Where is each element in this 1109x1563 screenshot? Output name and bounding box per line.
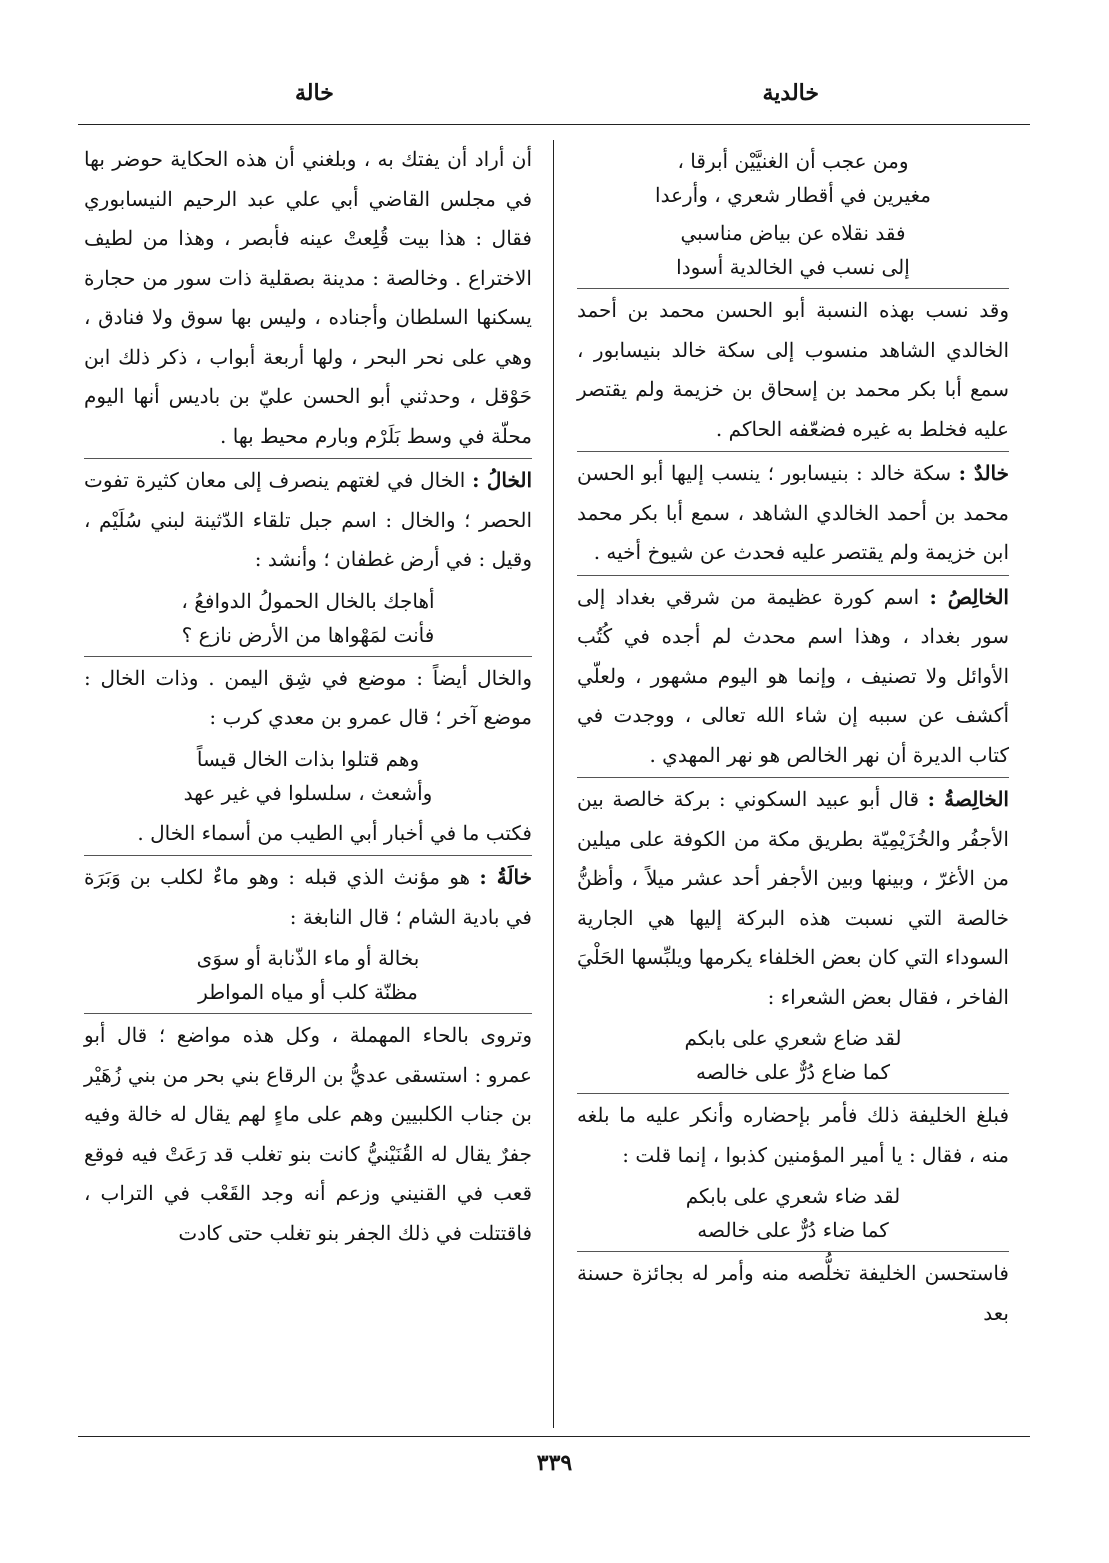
paragraph: فبلغ الخليفة ذلك فأمر بإحضاره وأنكر عليه ما بلغه منه ، فقال : يا أمير المؤمنين كذبوا ، إنما قلت : (577, 1103, 1009, 1167)
entry-text: سكة خالد : بنيسابور ؛ ينسب إليها أبو الحسن محمد بن أحمد الخالدي الشاهد ، سمع أبا بكر محمد ابن خزيمة ولم يقتصر عليه فحدث عن شيوخ أخيه . (577, 461, 1009, 564)
left-column (84, 140, 532, 1253)
verse-block (84, 941, 532, 1009)
verse-line: ومن عجب أن الغنيَّيْن أبرقا ، (677, 149, 909, 173)
entry-text: اسم كورة عظيمة من شرقي بغداد إلى سور بغداد ، وهذا اسم محدث لم أجده في كُتُب الأوائل ولا تصنيف ، وإنما هو اليوم مشهور ، ولعلّي أكشف عن سببه إن شاء الله تعالى ، ووجدت في كتاب الديرة أن نهر الخالص هو نهر المهدي . (577, 584, 1009, 767)
header-right-title: خالدية (762, 80, 819, 106)
verse-block (577, 1179, 1009, 1247)
entry-text: هو مؤنث الذي قبله : وهو ماءٌ لكلب بن وَبَرَة في بادية الشام ؛ قال النابغة : (84, 865, 532, 929)
section-divider (577, 1093, 1009, 1094)
verse-line: كما ضاء دُرٌّ على خالصه (697, 1218, 889, 1242)
verse-line: فقد نقلاه عن بياض مناسبي (680, 221, 906, 245)
section-divider (84, 1013, 532, 1014)
entry-text: الخال في لغتهم ينصرف إلى معان كثيرة تفوت الحصر ؛ والخال : اسم جبل تلقاء الدّثينة لبني سُلَيْم ، وقيل : في أرض غطفان ؛ وأنشد : (84, 468, 532, 571)
paragraph: وقد نسب بهذه النسبة أبو الحسن محمد بن أحمد الخالدي الشاهد منسوب إلى سكة خالد بنيسابور ، سمع أبا بكر محمد بن إسحاق بن خزيمة ولم يقتصر عليه فخلط به غيره فضعّفه الحاكم . (577, 298, 1009, 441)
right-column (577, 140, 1009, 1333)
verse-block (577, 1021, 1009, 1089)
verse-line: وهم قتلوا بذات الخال قيساً (196, 746, 420, 771)
section-divider (84, 656, 532, 657)
entry-heading: خالدٌ : (958, 461, 1009, 485)
page-number: ٣٣٩ (536, 1450, 573, 1476)
section-divider (577, 288, 1009, 289)
header-rule (78, 124, 1030, 125)
verse-block (577, 216, 1009, 284)
section-divider (577, 575, 1009, 576)
entry-khala (84, 858, 532, 937)
verse-block (84, 742, 532, 810)
section-divider (84, 458, 532, 459)
header-left-title: خالة (295, 80, 334, 106)
verse-line: فأنت لمَهْواها من الأرض نازع ؟ (181, 622, 435, 647)
column-divider (553, 140, 554, 1428)
paragraph: فكتب ما في أخبار أبي الطيب من أسماء الخال . (137, 820, 532, 845)
section-divider (577, 451, 1009, 452)
entry-heading: الخالِصةُ : (927, 787, 1009, 811)
entry-khal (84, 461, 532, 580)
section-divider (84, 855, 532, 856)
verse-line: أهاجك بالخال الحمولُ الدوافعُ ، (181, 588, 435, 613)
verse-line: لقد ضاع شعري على بابكم (684, 1026, 902, 1050)
entry-khalis (577, 578, 1009, 776)
verse-line: مظنّة كلب أو مياه المواطر (198, 980, 418, 1004)
verse-line: بخالة أو ماء الذّنابة أو سوَى (196, 946, 420, 970)
paragraph: وتروى بالحاء المهملة ، وكل هذه مواضع ؛ قال أبو عمرو : استسقى عديُّ بن الرقاع بني بحر من بني زُهَيْر بن جناب الكلبيين وهم على ماءٍ لهم يقال له خالة وفيه جفرٌ يقال له القُنَيْنيُّ كانت بنو تغلب قد رَعَتْ فيه فوقع قعب في القنيني وزعم أنه وجد القَعْب في التراب ، فاقتتلت في ذلك الجفر بنو تغلب حتى كادت (84, 1023, 532, 1245)
entry-text: قال أبو عبيد السكوني : بركة خالصة بين الأجفُر والخُزَيْمِيّة بطريق مكة من الكوفة على ميلين من الأغرّ ، وبينها وبين الأجفر أحد عشر ميلاً ، وأظنُّ خالصة التي نسبت هذه البركة إليها هي الجارية السوداء التي كان بعض الخلفاء يكرمها ويلبِّسها الحَلْيَ الفاخر ، فقال بعض الشعراء : (577, 787, 1009, 1009)
entry-khalisa (577, 780, 1009, 1017)
entry-heading: الخالِصُ : (929, 584, 1009, 609)
verse-line: مغيرين في أقطار شعري ، وأرعدا (655, 183, 931, 207)
verse-line: إلى نسب في الخالدية أسودا (676, 255, 910, 279)
section-divider (577, 777, 1009, 778)
verse-block (577, 144, 1009, 212)
paragraph: والخال أيضاً : موضع في شِق اليمن . وذات الخال : موضع آخر ؛ قال عمرو بن معدي كرب : (84, 665, 532, 729)
entry-heading: الخالُ : (472, 468, 533, 492)
entry-heading: خالَةُ : (479, 865, 532, 889)
entry-khalid (577, 454, 1009, 573)
verse-block (84, 584, 532, 652)
verse-line: لقد ضاء شعري على بابكم (685, 1184, 901, 1208)
verse-line: كما ضاع دُرٌّ على خالصه (695, 1060, 891, 1084)
verse-line: وأشعث ، سلسلوا في غير عهد (183, 780, 433, 805)
section-divider (577, 1251, 1009, 1252)
paragraph: أن أراد أن يفتك به ، وبلغني أن هذه الحكاية حوضر بها في مجلس القاضي أبي علي عبد الرحيم النيسابوري فقال : هذا بيت قُلِعتْ عينه فأبصر ، وهذا من لطيف الاختراع . وخالصة : مدينة بصقلية ذات سور من حجارة يسكنها السلطان وأجناده ، وليس بها سوق ولا فنادق ، وهي على نحر البحر ، ولها أربعة أبواب ، ذكر ذلك ابن حَوْقل ، وحدثني أبو الحسن عليّ بن باديس أنها اليوم محلّة في وسط بَلَرْم وبارم محيط بها . (84, 147, 532, 448)
paragraph: فاستحسن الخليفة تخلُّصه منه وأمر له بجائزة حسنة بعد (577, 1261, 1009, 1325)
footer-rule (78, 1436, 1030, 1437)
